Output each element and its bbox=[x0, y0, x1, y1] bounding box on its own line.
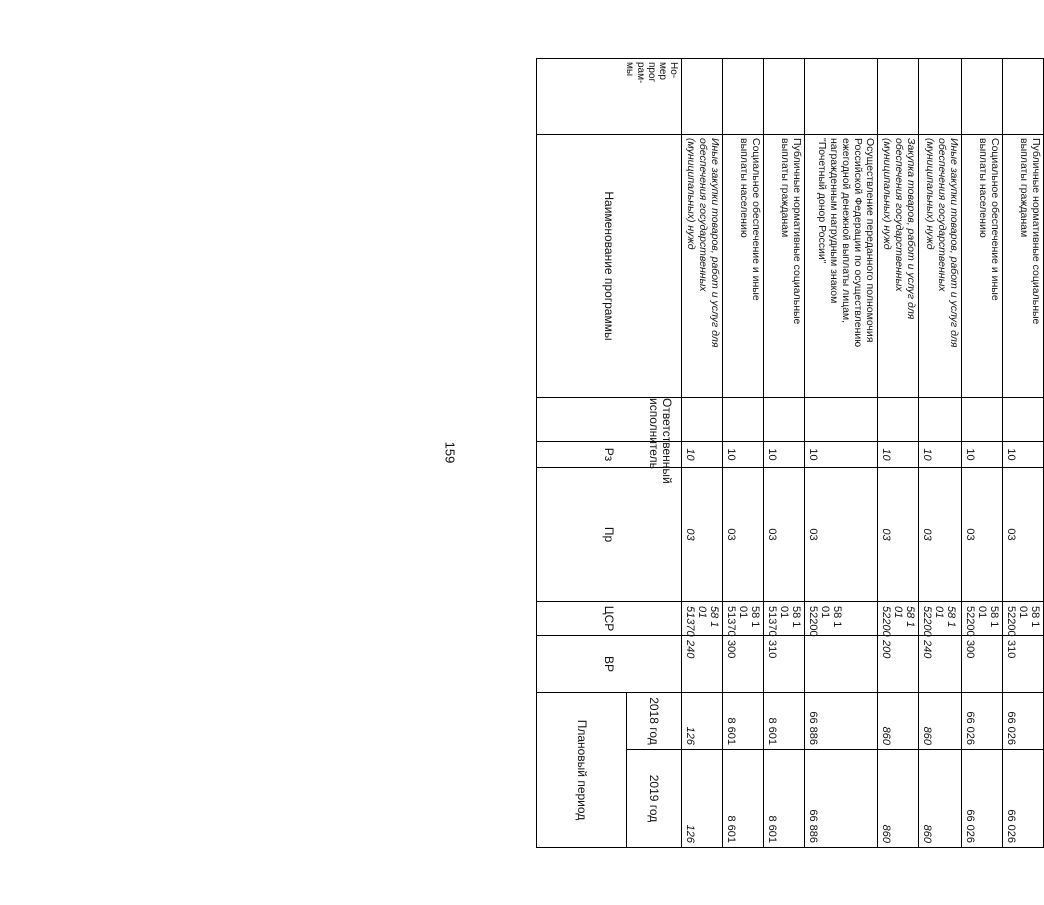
table-row bbox=[682, 59, 723, 848]
header-vr-cell bbox=[537, 636, 682, 693]
vr-cell bbox=[764, 636, 805, 693]
table-row bbox=[764, 59, 805, 848]
program-name-cell bbox=[962, 135, 1003, 398]
amount-2019: 126 bbox=[684, 824, 696, 843]
rz-cell bbox=[805, 442, 878, 468]
csr-value: 58 1 01 52200 bbox=[880, 606, 916, 637]
vr-value: 300 bbox=[964, 640, 976, 659]
vr-value: 310 bbox=[766, 640, 778, 659]
rz-value: 10 bbox=[1005, 448, 1017, 461]
program-name-line: Социальное обеспечение и иные bbox=[989, 138, 1001, 301]
rz-cell bbox=[764, 442, 805, 468]
rz-value: 10 bbox=[964, 448, 976, 461]
budget-table-stage bbox=[536, 58, 1042, 848]
pr-cell bbox=[962, 468, 1003, 602]
executor-cell bbox=[682, 398, 723, 442]
rz-value: 10 bbox=[807, 448, 819, 461]
vr-cell bbox=[805, 636, 878, 693]
amount-2018: 8 601 bbox=[725, 717, 737, 745]
program-name-line: (муниципальных) нужд bbox=[924, 138, 936, 250]
csr-value: 58 1 01 51370 bbox=[684, 606, 720, 637]
amount-2019: 860 bbox=[880, 824, 892, 843]
table-row bbox=[919, 59, 962, 848]
pr-value: 03 bbox=[725, 528, 737, 541]
header-plan-period-cell bbox=[537, 693, 627, 848]
pr-cell bbox=[764, 468, 805, 602]
pr-value: 03 bbox=[964, 528, 976, 541]
program-name-line: обеспечения государственных bbox=[697, 138, 709, 292]
rz-cell bbox=[919, 442, 962, 468]
header-year-2019: 2019 год bbox=[647, 774, 662, 823]
header-pr-cell bbox=[537, 468, 682, 602]
pr-cell bbox=[1003, 468, 1044, 602]
csr-cell bbox=[764, 602, 805, 636]
csr-cell bbox=[805, 602, 878, 636]
budget-table bbox=[536, 58, 1044, 848]
header-row-1 bbox=[537, 59, 627, 848]
program-name-line: Осуществление переданного полномочия bbox=[864, 138, 876, 343]
executor-cell bbox=[1003, 398, 1044, 442]
rz-cell bbox=[962, 442, 1003, 468]
pr-value: 03 bbox=[807, 528, 819, 541]
amount-2019-cell bbox=[723, 750, 764, 848]
pr-value: 03 bbox=[880, 528, 892, 541]
amount-2019: 66 026 bbox=[1005, 809, 1017, 843]
program-name-line: выплаты населению bbox=[738, 138, 750, 238]
rz-value: 10 bbox=[880, 448, 892, 461]
header-nomer-line: мер bbox=[657, 62, 668, 80]
amount-2018: 860 bbox=[921, 726, 933, 745]
program-name-line: выплаты населению bbox=[977, 138, 989, 238]
table-row bbox=[1003, 59, 1044, 848]
header-executor-line: Ответственный bbox=[660, 398, 674, 484]
header-name: Наименование программы bbox=[602, 191, 617, 341]
program-name-line: Публичные нормативные социальные bbox=[791, 138, 803, 325]
rz-value: 10 bbox=[921, 448, 933, 461]
program-name-cell bbox=[919, 135, 962, 398]
amount-2018-cell bbox=[919, 693, 962, 750]
program-name-line: Публичные нормативные социальные bbox=[1030, 138, 1042, 325]
header-pr: Пр bbox=[602, 526, 617, 543]
program-name-line: ежегодной денежной выплаты лицам, bbox=[840, 138, 852, 324]
vr-cell bbox=[723, 636, 764, 693]
header-name-cell bbox=[537, 135, 682, 398]
page-number: 159 bbox=[442, 441, 458, 464]
rz-value: 10 bbox=[684, 448, 696, 461]
program-name-line: "Почетный донор России" bbox=[816, 138, 828, 264]
executor-cell bbox=[919, 398, 962, 442]
amount-2018-cell bbox=[962, 693, 1003, 750]
csr-value: 58 1 01 51370 bbox=[766, 606, 802, 637]
vr-value: 200 bbox=[880, 640, 892, 659]
vr-value: 300 bbox=[725, 640, 737, 659]
csr-cell bbox=[723, 602, 764, 636]
header-csr-cell bbox=[537, 602, 682, 636]
amount-2019-cell bbox=[805, 750, 878, 848]
vr-cell bbox=[919, 636, 962, 693]
executor-cell bbox=[878, 398, 919, 442]
amount-2018: 66 026 bbox=[964, 711, 976, 745]
rz-cell bbox=[723, 442, 764, 468]
program-name-line: награжденным нагрудным знаком bbox=[828, 138, 840, 304]
vr-cell bbox=[1003, 636, 1044, 693]
executor-cell bbox=[962, 398, 1003, 442]
header-executor-line: исполнитель bbox=[647, 398, 661, 469]
amount-2018: 860 bbox=[880, 726, 892, 745]
program-name-line: Иные закупки товаров, работ и услуг для bbox=[709, 138, 721, 348]
amount-2019-cell bbox=[1003, 750, 1044, 848]
program-name-cell bbox=[723, 135, 764, 398]
program-name-cell bbox=[764, 135, 805, 398]
csr-value: 58 1 01 52200 bbox=[921, 606, 957, 637]
vr-value: 240 bbox=[921, 640, 933, 659]
program-name-cell bbox=[805, 135, 878, 398]
table-row bbox=[805, 59, 878, 848]
vr-cell bbox=[878, 636, 919, 693]
rz-cell bbox=[682, 442, 723, 468]
header-year-2018-cell bbox=[627, 693, 682, 750]
pr-cell bbox=[805, 468, 878, 602]
executor-cell bbox=[805, 398, 878, 442]
amount-2019: 860 bbox=[921, 824, 933, 843]
amount-2019: 8 601 bbox=[725, 815, 737, 843]
pr-value: 03 bbox=[1005, 528, 1017, 541]
program-name-line: Закупка товаров, работ и услуг для bbox=[905, 138, 917, 320]
csr-cell bbox=[1003, 602, 1044, 636]
amount-2019: 66 886 bbox=[807, 809, 819, 843]
amount-2019: 8 601 bbox=[766, 815, 778, 843]
csr-cell bbox=[878, 602, 919, 636]
amount-2018-cell bbox=[682, 693, 723, 750]
program-number-cell bbox=[682, 59, 723, 135]
program-number-cell bbox=[962, 59, 1003, 135]
amount-2018: 66 886 bbox=[807, 711, 819, 745]
rz-value: 10 bbox=[725, 448, 737, 461]
pr-value: 03 bbox=[921, 528, 933, 541]
amount-2019: 66 026 bbox=[964, 809, 976, 843]
pr-cell bbox=[723, 468, 764, 602]
header-rz-cell bbox=[537, 442, 682, 468]
pr-cell bbox=[878, 468, 919, 602]
header-nomer-line: мы bbox=[624, 62, 635, 77]
csr-value: 58 1 01 51370 bbox=[725, 606, 761, 637]
pr-cell bbox=[919, 468, 962, 602]
rz-cell bbox=[1003, 442, 1044, 468]
amount-2018: 8 601 bbox=[766, 717, 778, 745]
amount-2019-cell bbox=[764, 750, 805, 848]
header-rz: Рз bbox=[602, 447, 617, 462]
vr-value: 310 bbox=[1005, 640, 1017, 659]
rz-cell bbox=[878, 442, 919, 468]
amount-2018: 66 026 bbox=[1005, 711, 1017, 745]
vr-cell bbox=[962, 636, 1003, 693]
amount-2018-cell bbox=[1003, 693, 1044, 750]
csr-value: 58 1 01 52200 bbox=[807, 606, 843, 637]
program-number-cell bbox=[878, 59, 919, 135]
program-name-line: Социальное обеспечение и иные bbox=[750, 138, 762, 301]
amount-2018-cell bbox=[805, 693, 878, 750]
program-number-cell bbox=[1003, 59, 1044, 135]
header-plan-period: Плановый период bbox=[575, 719, 589, 821]
vr-value: 240 bbox=[684, 640, 696, 659]
rotated-table-region bbox=[76, 58, 1042, 848]
csr-cell bbox=[919, 602, 962, 636]
program-name-cell bbox=[878, 135, 919, 398]
csr-value: 58 1 01 52200 bbox=[1005, 606, 1041, 637]
amount-2019-cell bbox=[878, 750, 919, 848]
amount-2018-cell bbox=[878, 693, 919, 750]
amount-2019-cell bbox=[919, 750, 962, 848]
table-row bbox=[878, 59, 919, 848]
program-name-cell bbox=[682, 135, 723, 398]
pr-cell bbox=[682, 468, 723, 602]
program-name-line: выплаты гражданам bbox=[779, 138, 791, 238]
rz-value: 10 bbox=[766, 448, 778, 461]
program-name-line: обеспечения государственных bbox=[893, 138, 905, 292]
amount-2018-cell bbox=[764, 693, 805, 750]
program-number-cell bbox=[723, 59, 764, 135]
csr-cell bbox=[682, 602, 723, 636]
program-name-line: (муниципальных) нужд bbox=[685, 138, 697, 250]
header-year-2019-cell bbox=[627, 750, 682, 848]
vr-cell bbox=[682, 636, 723, 693]
amount-2018-cell bbox=[723, 693, 764, 750]
header-csr: ЦСР bbox=[602, 605, 617, 632]
header-nomer-cell bbox=[537, 59, 682, 135]
executor-cell bbox=[723, 398, 764, 442]
program-number-cell bbox=[919, 59, 962, 135]
program-name-line: Российской Федерации по осуществлению bbox=[852, 138, 864, 348]
program-name-cell bbox=[1003, 135, 1044, 398]
table-row bbox=[723, 59, 764, 848]
program-name-line: (муниципальных) нужд bbox=[881, 138, 893, 250]
program-number-cell bbox=[805, 59, 878, 135]
header-year-2018: 2018 год bbox=[647, 697, 662, 745]
csr-value: 58 1 01 52200 bbox=[964, 606, 1000, 637]
program-name-line: выплаты гражданам bbox=[1018, 138, 1030, 238]
csr-cell bbox=[962, 602, 1003, 636]
pr-value: 03 bbox=[684, 528, 696, 541]
executor-cell bbox=[764, 398, 805, 442]
program-name-line: Иные закупки товаров, работ и услуг для bbox=[948, 138, 960, 348]
header-nomer-line: Но- bbox=[668, 62, 679, 79]
amount-2018: 126 bbox=[684, 726, 696, 745]
program-number-cell bbox=[764, 59, 805, 135]
header-vr: ВР bbox=[602, 655, 617, 672]
amount-2019-cell bbox=[682, 750, 723, 848]
table-row bbox=[962, 59, 1003, 848]
program-name-line: обеспечения государственных bbox=[936, 138, 948, 292]
amount-2019-cell bbox=[962, 750, 1003, 848]
pr-value: 03 bbox=[766, 528, 778, 541]
header-nomer-line: рам- bbox=[635, 62, 646, 84]
header-nomer-line: прог bbox=[646, 62, 657, 83]
